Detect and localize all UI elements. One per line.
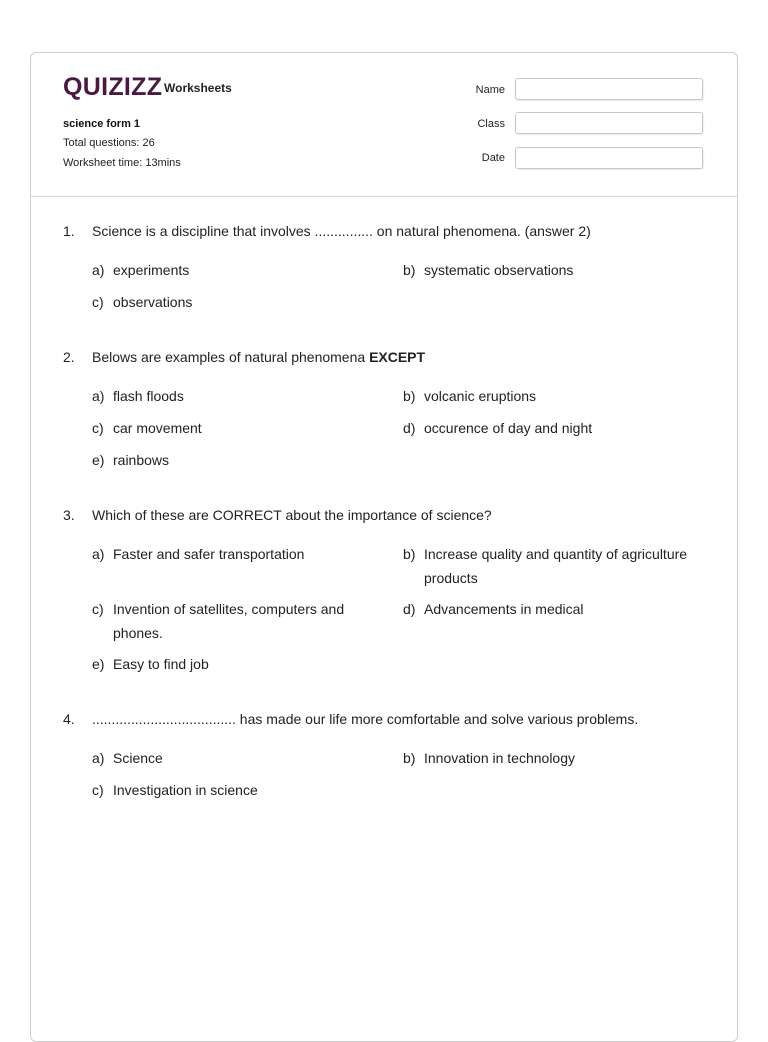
class-field[interactable] <box>515 112 703 134</box>
option-b[interactable] <box>403 258 703 282</box>
option-letter: a) <box>92 262 105 278</box>
option-a[interactable] <box>92 384 372 408</box>
option-text: flash floods <box>113 388 184 404</box>
option-text: Advancements in medical <box>424 601 584 617</box>
option-text: experiments <box>113 262 190 278</box>
option-b[interactable] <box>403 542 703 590</box>
worksheet-page <box>30 52 738 1042</box>
question-text-main: Belows are examples of natural phenomena <box>92 349 370 365</box>
worksheet-time: Worksheet time: 13mins <box>63 157 181 169</box>
question-text <box>92 349 712 365</box>
option-b[interactable] <box>403 746 703 770</box>
option-letter: c) <box>92 420 104 436</box>
option-text: Innovation in technology <box>424 750 575 766</box>
option-b[interactable] <box>403 384 703 408</box>
option-text: volcanic eruptions <box>424 388 537 404</box>
option-letter: a) <box>92 388 105 404</box>
class-label: Class <box>477 118 505 130</box>
option-e[interactable] <box>92 652 372 676</box>
option-letter: b) <box>403 546 416 562</box>
option-letter: e) <box>92 656 105 672</box>
option-c[interactable] <box>92 416 372 440</box>
name-field[interactable] <box>515 78 703 100</box>
option-letter: c) <box>92 601 104 617</box>
date-field[interactable] <box>515 147 703 169</box>
option-text: Easy to find job <box>113 656 209 672</box>
option-text: observations <box>113 294 193 310</box>
option-d[interactable] <box>403 416 703 440</box>
option-letter: e) <box>92 452 105 468</box>
option-letter: d) <box>403 601 416 617</box>
option-text: Faster and safer transportation <box>113 546 305 562</box>
option-letter: b) <box>403 388 416 404</box>
option-text: car movement <box>113 420 202 436</box>
option-text: rainbows <box>113 452 170 468</box>
option-text: occurence of day and night <box>424 420 593 436</box>
worksheet-title: science form 1 <box>63 118 141 130</box>
option-letter: a) <box>92 546 105 562</box>
option-c[interactable] <box>92 597 372 645</box>
question-text: ..................................... has made our life more comfortable and solve various problems. <box>92 711 639 727</box>
option-e[interactable] <box>92 448 372 472</box>
name-label: Name <box>475 84 505 96</box>
option-text: Science <box>113 750 163 766</box>
option-a[interactable] <box>92 258 372 282</box>
option-letter: b) <box>403 750 416 766</box>
quizizz-logo: QUIZIZZ <box>63 73 163 101</box>
option-text: Increase quality and quantity of agriculture products <box>424 546 688 586</box>
option-letter: d) <box>403 420 416 436</box>
question-number: 2. <box>63 349 75 365</box>
option-letter: c) <box>92 782 104 798</box>
option-text: systematic observations <box>424 262 574 278</box>
total-questions: Total questions: 26 <box>63 137 155 149</box>
option-a[interactable] <box>92 746 372 770</box>
option-c[interactable] <box>92 290 372 314</box>
question-number: 3. <box>63 507 75 523</box>
option-c[interactable] <box>92 778 372 802</box>
option-letter: b) <box>403 262 416 278</box>
question-text: Science is a discipline that involves ............... on natural phenomena. (answer 2) <box>92 223 591 239</box>
option-letter: c) <box>92 294 104 310</box>
option-d[interactable] <box>403 597 703 621</box>
date-label: Date <box>481 152 505 164</box>
question-number: 1. <box>63 223 75 239</box>
question-text-emphasis: EXCEPT <box>369 349 426 365</box>
question-number: 4. <box>63 711 75 727</box>
option-text: Investigation in science <box>113 782 258 798</box>
question-text: Which of these are CORRECT about the importance of science? <box>92 507 492 523</box>
worksheet-header <box>31 53 737 197</box>
option-text: Invention of satellites, computers and phones. <box>113 601 345 641</box>
option-letter: a) <box>92 750 105 766</box>
product-label: Worksheets <box>164 81 232 95</box>
option-a[interactable] <box>92 542 372 566</box>
